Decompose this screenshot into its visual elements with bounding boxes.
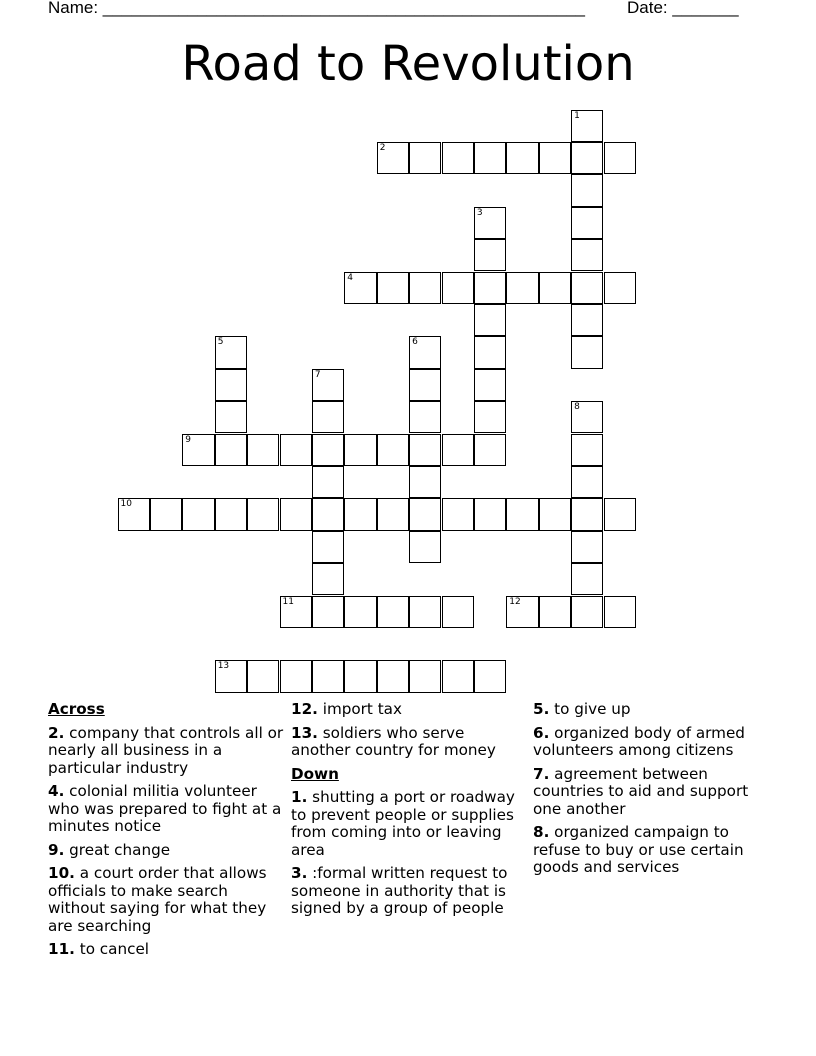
clue-number: 12. (291, 700, 318, 718)
cell-number: 4 (347, 272, 354, 283)
crossword-cell[interactable] (571, 531, 603, 563)
crossword-cell[interactable] (150, 498, 182, 530)
cell-number: 13 (217, 661, 230, 672)
crossword-cell-3[interactable] (474, 207, 506, 239)
crossword-cell[interactable] (344, 596, 376, 628)
crossword-cell[interactable] (474, 498, 506, 530)
crossword-cell[interactable] (474, 272, 506, 304)
clue-text: :formal written request to someone in authority that is signed by a group of people (291, 864, 508, 917)
clue-text: organized body of armed volunteers among citizens (533, 723, 745, 759)
cell-number: 11 (282, 596, 294, 607)
crossword-cell[interactable] (377, 498, 409, 530)
crossword-cell[interactable] (312, 660, 344, 692)
crossword-cell[interactable] (409, 142, 441, 174)
clue-across-4 (48, 783, 284, 836)
crossword-cell-4[interactable] (344, 272, 376, 304)
clue-text: organized campaign to refuse to buy or use certain goods and services (533, 823, 744, 876)
crossword-cell[interactable] (312, 563, 344, 595)
crossword-cell-10[interactable] (118, 498, 150, 530)
crossword-cell[interactable] (474, 401, 506, 433)
cell-number: 8 (574, 402, 580, 413)
crossword-cell[interactable] (474, 336, 506, 368)
crossword-cell[interactable] (474, 304, 506, 336)
clue-text: agreement between countries to aid and support one another (533, 764, 749, 818)
crossword-cell-2[interactable] (377, 142, 409, 174)
across-heading: Across (48, 700, 105, 718)
crossword-cell[interactable] (442, 596, 474, 628)
crossword-cell[interactable] (571, 239, 603, 271)
clue-number: 1. (291, 788, 308, 806)
crossword-cell[interactable] (312, 596, 344, 628)
crossword-cell[interactable] (506, 272, 538, 304)
crossword-cell[interactable] (604, 498, 636, 530)
crossword-cell[interactable] (215, 369, 247, 401)
crossword-cell[interactable] (215, 498, 247, 530)
clue-number: 10. (48, 864, 75, 882)
cell-number: 12 (509, 596, 521, 607)
crossword-cell[interactable] (539, 142, 571, 174)
clue-text: soldiers who serve another country for money (291, 723, 496, 759)
crossword-cell[interactable] (409, 596, 441, 628)
crossword-cell[interactable] (215, 401, 247, 433)
cell-number: 6 (412, 337, 418, 348)
clue-number: 13. (291, 723, 318, 742)
clues-column-1 (48, 701, 284, 965)
crossword-cell[interactable] (247, 660, 279, 692)
clue-down-8 (533, 824, 769, 877)
crossword-cell[interactable] (280, 434, 312, 466)
crossword-cell[interactable] (377, 272, 409, 304)
crossword-cell[interactable] (571, 272, 603, 304)
crossword-cell[interactable] (571, 466, 603, 498)
clue-down-1 (291, 789, 527, 859)
crossword-cell[interactable] (215, 434, 247, 466)
crossword-cell-11[interactable] (280, 596, 312, 628)
clue-number: 7. (533, 764, 550, 783)
crossword-cell[interactable] (280, 498, 312, 530)
crossword-cell[interactable] (474, 434, 506, 466)
crossword-cell-9[interactable] (182, 434, 214, 466)
crossword-cell[interactable] (474, 239, 506, 271)
crossword-cell[interactable] (474, 142, 506, 174)
crossword-cell[interactable] (312, 498, 344, 530)
crossword-cell[interactable] (604, 596, 636, 628)
clue-down-7 (533, 766, 769, 819)
crossword-cell[interactable] (247, 498, 279, 530)
crossword-cell[interactable] (409, 272, 441, 304)
crossword-cell-8[interactable] (571, 401, 603, 433)
crossword-cell[interactable] (409, 660, 441, 692)
crossword-cell[interactable] (506, 142, 538, 174)
clue-number: 2. (48, 723, 65, 742)
crossword-cell[interactable] (409, 369, 441, 401)
crossword-cell[interactable] (571, 563, 603, 595)
down-heading: Down (291, 764, 339, 783)
clue-text: company that controls all or nearly all business in a particular industry (48, 723, 284, 777)
clue-across-10 (48, 865, 284, 935)
crossword-cell[interactable] (604, 272, 636, 304)
clue-across-2 (48, 725, 284, 778)
clue-number: 9. (48, 840, 65, 859)
clue-number: 6. (533, 723, 550, 742)
crossword-cell[interactable] (312, 531, 344, 563)
clue-text: to cancel (79, 940, 150, 958)
clue-text: great change (69, 840, 171, 859)
crossword-cell[interactable] (182, 498, 214, 530)
crossword-cell[interactable] (312, 466, 344, 498)
cell-number: 2 (379, 142, 386, 153)
crossword-cell[interactable] (377, 596, 409, 628)
crossword-cell-7[interactable] (312, 369, 344, 401)
crossword-cell[interactable] (506, 498, 538, 530)
crossword-cell[interactable] (442, 272, 474, 304)
crossword-cell[interactable] (409, 498, 441, 530)
crossword-cell[interactable] (571, 498, 603, 530)
crossword-cell[interactable] (474, 369, 506, 401)
crossword-cell[interactable] (377, 660, 409, 692)
cell-number: 10 (120, 499, 132, 510)
crossword-cell[interactable] (409, 401, 441, 433)
crossword-cell[interactable] (442, 142, 474, 174)
crossword-cell[interactable] (442, 498, 474, 530)
crossword-cell[interactable] (409, 466, 441, 498)
crossword-cell[interactable] (539, 498, 571, 530)
clue-across-13 (291, 725, 527, 760)
clue-text: a court order that allows officials to make search without saying for what they are searching (48, 864, 267, 935)
crossword-cell[interactable] (604, 142, 636, 174)
clue-down-5 (533, 701, 769, 719)
page-title: Road to Revolution (181, 36, 635, 92)
clue-number: 3. (291, 864, 308, 882)
crossword-cell[interactable] (344, 434, 376, 466)
crossword-cell[interactable] (571, 174, 603, 206)
crossword-cell[interactable] (344, 660, 376, 692)
crossword-cell-13[interactable] (215, 660, 247, 692)
crossword-cell-5[interactable] (215, 336, 247, 368)
crossword-cell-12[interactable] (506, 596, 538, 628)
cell-number: 3 (476, 207, 483, 218)
crossword-cell[interactable] (409, 434, 441, 466)
crossword-cell[interactable] (571, 336, 603, 368)
cell-number: 5 (217, 337, 224, 348)
clue-number: 8. (533, 823, 550, 841)
clue-across-12 (291, 701, 527, 719)
clue-text: colonial militia volunteer who was prepared to fight at a minutes notice (48, 782, 282, 835)
crossword-cell-1[interactable] (571, 110, 603, 142)
crossword-cell[interactable] (571, 304, 603, 336)
clues-column-3 (533, 701, 769, 883)
crossword-cell[interactable] (571, 142, 603, 174)
crossword-cell[interactable] (539, 596, 571, 628)
crossword-cell[interactable] (571, 596, 603, 628)
clues-column-2 (291, 701, 527, 924)
clue-text: to give up (554, 700, 631, 718)
crossword-cell[interactable] (247, 434, 279, 466)
cell-number: 1 (574, 110, 580, 121)
crossword-cell[interactable] (442, 434, 474, 466)
crossword-cell[interactable] (312, 401, 344, 433)
crossword-cell[interactable] (377, 434, 409, 466)
clue-text: shutting a port or roadway to prevent people or supplies from coming into or leaving area (291, 788, 515, 859)
clue-text: import tax (322, 700, 402, 718)
crossword-cell[interactable] (442, 660, 474, 692)
crossword-cell[interactable] (474, 660, 506, 692)
clue-number: 4. (48, 782, 65, 800)
crossword-cell[interactable] (571, 434, 603, 466)
clue-across-11 (48, 941, 284, 959)
clue-down-3 (291, 865, 527, 918)
crossword-cell[interactable] (312, 434, 344, 466)
crossword-cell[interactable] (539, 272, 571, 304)
cell-number: 9 (185, 434, 192, 445)
clue-down-6 (533, 725, 769, 760)
date-field[interactable]: Date: _______ (627, 0, 739, 17)
crossword-cell[interactable] (280, 660, 312, 692)
crossword-cell-6[interactable] (409, 336, 441, 368)
crossword-cell[interactable] (344, 498, 376, 530)
clue-number: 5. (533, 700, 550, 718)
crossword-cell[interactable] (409, 531, 441, 563)
clue-number: 11. (48, 940, 75, 958)
crossword-cell[interactable] (571, 207, 603, 239)
clue-across-9 (48, 842, 284, 860)
name-field[interactable]: Name: ___________________________________________________ (48, 0, 585, 17)
cell-number: 7 (314, 369, 321, 380)
